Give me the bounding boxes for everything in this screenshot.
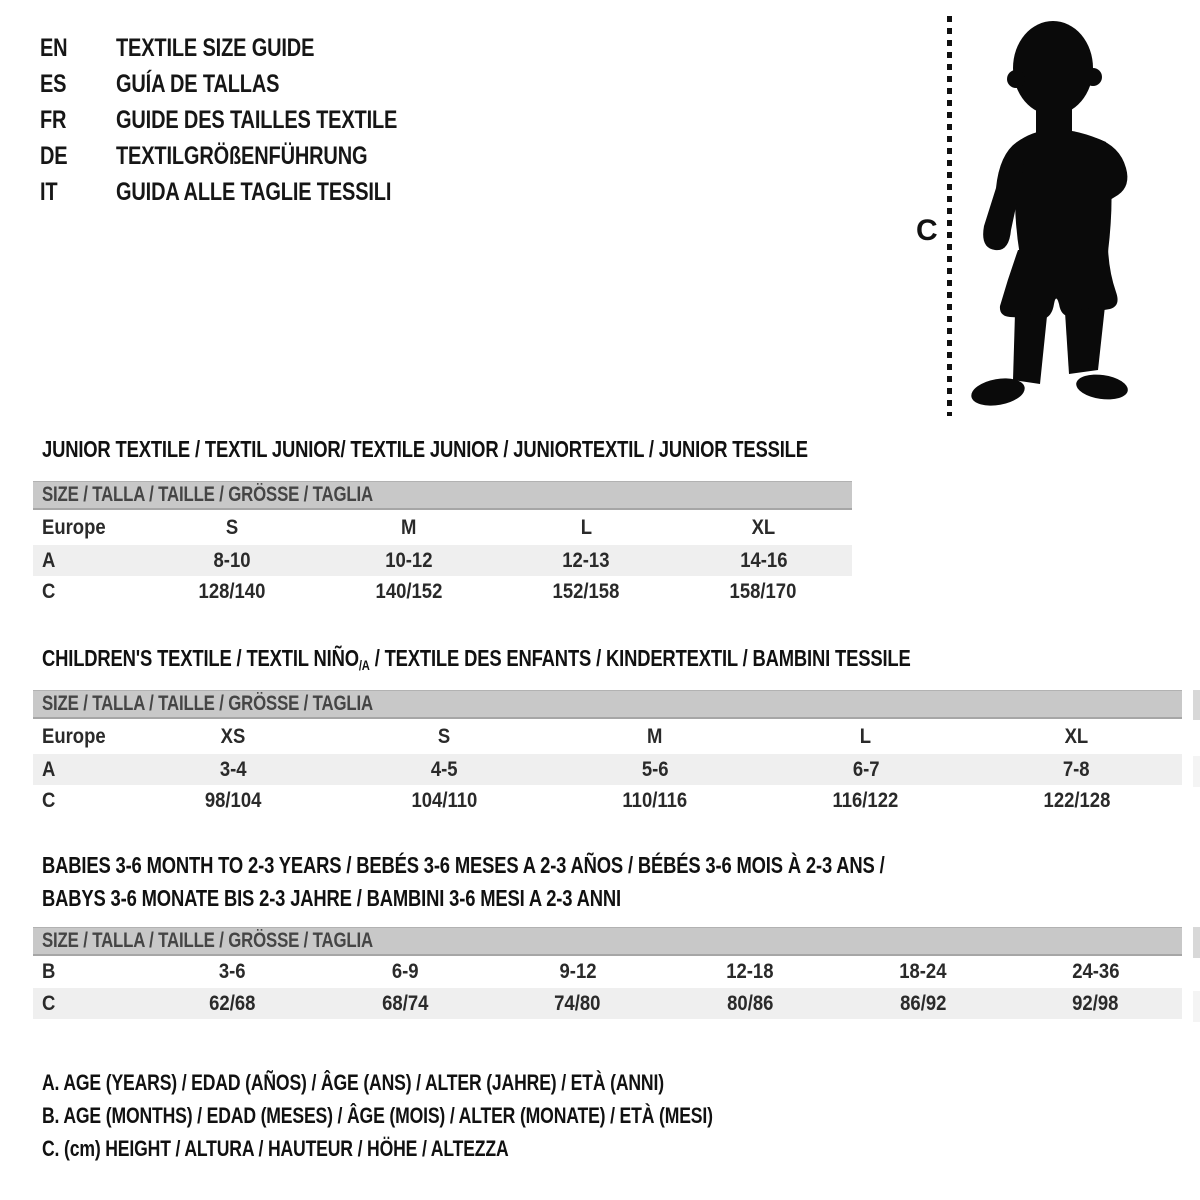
language-title: TEXTILGRÖßENFÜHRUNG	[116, 141, 368, 170]
table-cell: 86/92	[899, 991, 947, 1015]
height-dashed-line	[947, 16, 952, 416]
column-header-cell: XL	[751, 515, 776, 539]
table-cell: 12-13	[562, 548, 610, 572]
footnote-line-a: A. AGE (YEARS) / EDAD (AÑOS) / ÂGE (ANS) / ALTER (JAHRE) / ETÀ (ANNI)	[42, 1069, 664, 1095]
table-cell: 62/68	[209, 991, 256, 1015]
title-subscript: /A	[358, 657, 370, 673]
column-header-cell: XL	[1064, 724, 1089, 748]
column-header-row	[33, 719, 1182, 754]
row-label: C	[42, 991, 56, 1015]
column-header-cell: M	[647, 724, 663, 748]
table-edge-sliver	[1193, 991, 1200, 1022]
height-label: C	[916, 214, 938, 247]
table-cell: 6-9	[391, 960, 419, 983]
table-row-height	[33, 785, 1182, 816]
table-cell: 92/98	[1072, 991, 1119, 1015]
footnote-line-b: B. AGE (MONTHS) / EDAD (MESES) / ÂGE (MOIS) / ALTER (MONATE) / ETÀ (MESI)	[42, 1102, 713, 1128]
language-code: EN	[40, 33, 68, 62]
table-cell: 9-12	[559, 960, 597, 983]
table-cell: 152/158	[552, 579, 620, 603]
size-header-bar	[33, 481, 852, 510]
table-edge-sliver	[1193, 756, 1200, 787]
table-cell: 104/110	[411, 788, 478, 812]
column-header-cell: M	[401, 515, 417, 539]
table-cell: 8-10	[213, 548, 251, 572]
table-cell: 18-24	[899, 960, 947, 983]
language-title: GUÍA DE TALLAS	[116, 69, 280, 98]
language-code: DE	[40, 141, 68, 170]
footnote-line-c: C. (cm) HEIGHT / ALTURA / HAUTEUR / HÖHE / ALTEZZA	[42, 1135, 509, 1161]
row-label: B	[42, 960, 56, 983]
table-cell: 3-6	[218, 960, 246, 983]
size-header-label: SIZE / TALLA / TAILLE / GRÖSSE / TAGLIA	[42, 692, 373, 715]
column-header-row	[33, 510, 852, 545]
size-header-bar	[33, 690, 1182, 719]
language-row	[40, 30, 468, 66]
table-cell: 158/170	[729, 579, 797, 603]
table-cell: 4-5	[430, 757, 458, 781]
language-title: GUIDA ALLE TAGLIE TESSILI	[116, 177, 392, 206]
column-header-cell: Europe	[42, 515, 106, 539]
table-cell: 5-6	[641, 757, 669, 781]
table-cell: 98/104	[205, 788, 262, 812]
language-list	[40, 30, 468, 210]
table-cell: 74/80	[554, 991, 601, 1015]
table-row-height	[33, 988, 1182, 1019]
table-cell: 14-16	[739, 548, 788, 572]
junior-size-table	[33, 481, 852, 607]
language-row	[40, 138, 468, 174]
table-cell: 110/116	[622, 788, 688, 812]
table-row-age-months	[33, 956, 1182, 988]
column-header-cell: S	[438, 724, 451, 748]
table-cell: 12-18	[726, 960, 774, 983]
footnotes	[42, 1066, 880, 1165]
table-row-age	[33, 754, 1182, 785]
table-cell: 3-4	[220, 757, 247, 781]
row-label: C	[42, 579, 56, 603]
table-row-height	[33, 576, 852, 607]
table-row-age	[33, 545, 852, 576]
babies-size-table	[33, 927, 1182, 1019]
column-header-cell: Europe	[42, 724, 106, 748]
table-edge-sliver	[1193, 927, 1200, 958]
column-header-cell: S	[225, 515, 238, 539]
table-cell: 68/74	[381, 991, 429, 1015]
language-code: ES	[40, 69, 67, 98]
size-header-label: SIZE / TALLA / TAILLE / GRÖSSE / TAGLIA	[42, 929, 373, 952]
language-row	[40, 174, 468, 210]
size-header-bar	[33, 927, 1182, 956]
section-title-babies-line2: BABYS 3-6 MONATE BIS 2-3 JAHRE / BAMBINI 3-6 MESI A 2-3 ANNI	[42, 885, 621, 911]
language-code: IT	[40, 177, 58, 206]
column-header-cell: L	[860, 724, 872, 748]
table-cell: 24-36	[1072, 960, 1120, 983]
table-cell: 80/86	[727, 991, 774, 1015]
table-cell: 6-7	[852, 757, 880, 781]
row-label: A	[42, 757, 56, 781]
column-header-cell: XS	[221, 724, 246, 748]
column-header-cell: L	[580, 515, 592, 539]
baby-silhouette-icon	[960, 16, 1138, 420]
children-size-table	[33, 690, 1182, 816]
language-title: TEXTILE SIZE GUIDE	[116, 33, 315, 62]
language-row	[40, 66, 468, 102]
language-row	[40, 102, 468, 138]
table-cell: 7-8	[1063, 757, 1090, 781]
row-label: A	[42, 548, 56, 572]
table-cell: 128/140	[198, 579, 266, 603]
table-cell: 10-12	[385, 548, 433, 572]
section-title-junior: JUNIOR TEXTILE / TEXTIL JUNIOR/ TEXTILE JUNIOR / JUNIORTEXTIL / JUNIOR TESSILE	[42, 436, 808, 462]
table-cell: 116/122	[832, 788, 899, 812]
section-title-babies: BABIES 3-6 MONTH TO 2-3 YEARS / BEBÉS 3-6 MESES A 2-3 AÑOS / BÉBÉS 3-6 MOIS À 2-3 ANS /	[42, 852, 885, 878]
language-title: GUIDE DES TAILLES TEXTILE	[116, 105, 398, 134]
language-code: FR	[40, 105, 67, 134]
table-edge-sliver	[1193, 690, 1200, 720]
row-label: C	[42, 788, 56, 812]
table-cell: 140/152	[375, 579, 443, 603]
table-cell: 122/128	[1043, 788, 1110, 812]
section-title-children: CHILDREN'S TEXTILE / TEXTIL $NIÑO_{/A}$ / TEXTILE DES ENFANTS / KINDERTEXTIL / BAMBINI TESSILE	[42, 645, 911, 673]
size-header-label: SIZE / TALLA / TAILLE / GRÖSSE / TAGLIA	[42, 483, 373, 506]
